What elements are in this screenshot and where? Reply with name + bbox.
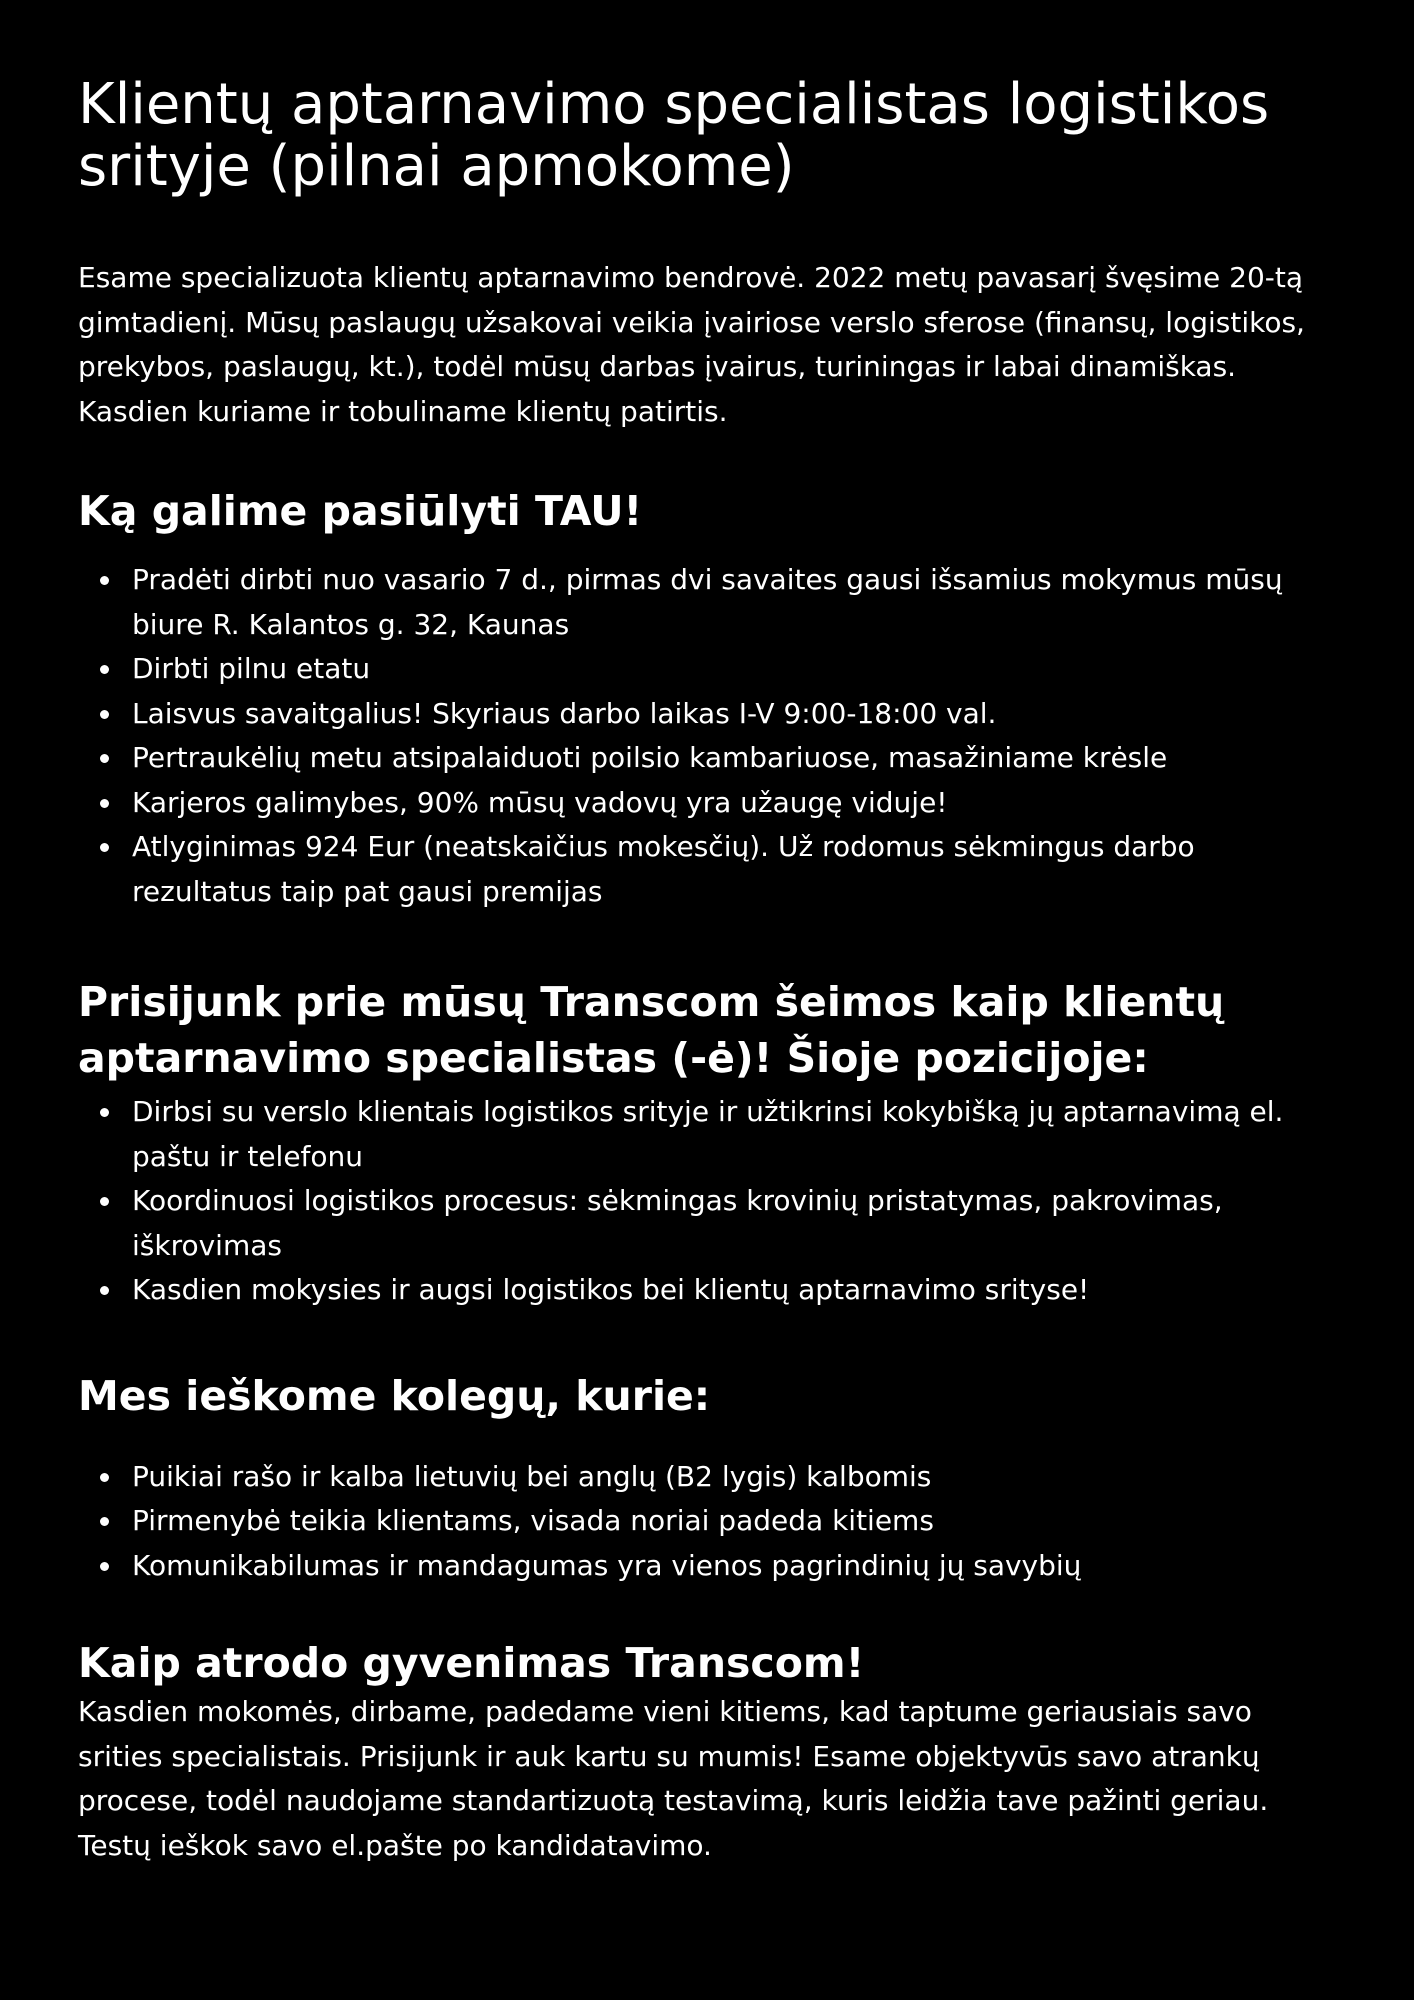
join-list	[78, 1090, 1336, 1313]
join-item-1: Dirbsi su verslo klientais logistikos srityje ir užtikrinsi kokybišką jų aptarnavimą el. paštu ir telefonu	[132, 1090, 1336, 1179]
intro-paragraph: Esame specializuota klientų aptarnavimo bendrovė. 2022 metų pavasarį švęsime 20-tą gimtadienį. Mūsų paslaugų užsakovai veikia įvairiose verslo sferose (finansų, logistikos, prekybos, paslaugų, kt.), todėl mūsų darbas įvairus, turiningas ir labai dinamiškas. Kasdien kuriame ir tobuliname klientų patirtis.	[78, 261, 1305, 428]
seek-item-2: Pirmenybė teikia klientams, visada noriai padeda kitiems	[132, 1499, 1336, 1544]
seek-list	[78, 1455, 1336, 1589]
join-heading: Prisijunk prie mūsų Transcom šeimos kaip klientų aptarnavimo specialistas (-ė)! Šioje pozicijoje:	[78, 978, 1225, 1082]
offer-item-1: Pradėti dirbti nuo vasario 7 d., pirmas dvi savaites gausi išsamius mokymus mūsų biure R. Kalantos g. 32, Kaunas	[132, 558, 1336, 647]
life-heading: Kaip atrodo gyvenimas Transcom!	[78, 1639, 865, 1687]
page-title: Klientų aptarnavimo specialistas logistikos srityje (pilnai apmokome)	[78, 72, 1270, 199]
offer-item-3: Laisvus savaitgalius! Skyriaus darbo laikas I-V 9:00-18:00 val.	[132, 692, 1336, 737]
life-paragraph: Kasdien mokomės, dirbame, padedame vieni kitiems, kad taptume geriausiais savo srities specialistais. Prisijunk ir auk kartu su mumis! Esame objektyvūs savo atrankų procese, todėl naudojame standartizuotą testavimą, kuris leidžia tave pažinti geriau. Testų ieškok savo el.pašte po kandidatavimo.	[78, 1695, 1269, 1862]
offer-item-6: Atlyginimas 924 Eur (neatskaičius mokesčių). Už rodomus sėkmingus darbo rezultatus taip pat gausi premijas	[132, 825, 1336, 914]
seek-item-1: Puikiai rašo ir kalba lietuvių bei anglų (B2 lygis) kalbomis	[132, 1455, 1336, 1500]
seek-item-3: Komunikabilumas ir mandagumas yra vienos pagrindinių jų savybių	[132, 1544, 1336, 1589]
seek-heading: Mes ieškome kolegų, kurie:	[78, 1371, 711, 1420]
join-item-2: Koordinuosi logistikos procesus: sėkmingas krovinių pristatymas, pakrovimas, iškrovimas	[132, 1179, 1336, 1268]
offer-item-2: Dirbti pilnu etatu	[132, 647, 1336, 692]
offer-heading: Ką galime pasiūlyti TAU!	[78, 487, 643, 535]
offer-list	[78, 558, 1336, 914]
join-item-3: Kasdien mokysies ir augsi logistikos bei klientų aptarnavimo srityse!	[132, 1268, 1336, 1313]
offer-item-5: Karjeros galimybes, 90% mūsų vadovų yra užaugę viduje!	[132, 781, 1336, 826]
offer-item-4: Pertraukėlių metu atsipalaiduoti poilsio kambariuose, masažiniame krėsle	[132, 736, 1336, 781]
